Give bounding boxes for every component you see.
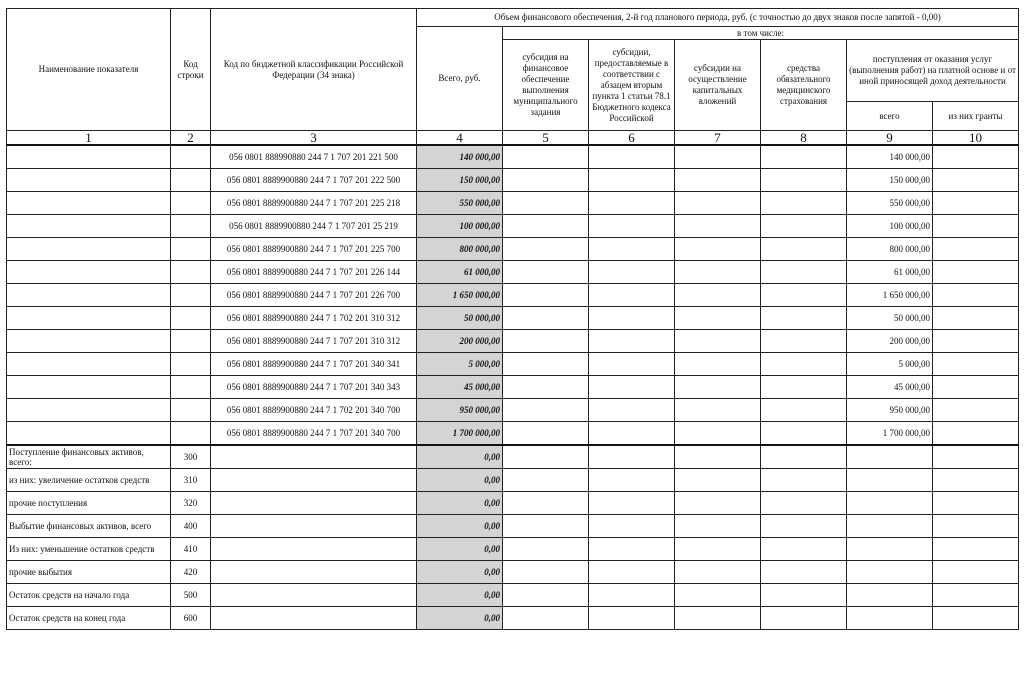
table-row	[7, 422, 1019, 446]
row-col8	[761, 422, 847, 446]
row-col6	[589, 538, 675, 561]
row-col9	[847, 607, 933, 630]
header-including: в том числе:	[503, 27, 1019, 40]
header-col6: субсидии, предоставляемые в соответствии с абзацем вторым пункта 1 статьи 78.1 Бюджетного кодекса Российской	[589, 40, 675, 131]
col-number: 9	[847, 131, 933, 146]
row-col7	[675, 307, 761, 330]
row-col7	[675, 515, 761, 538]
header-col8: средства обязательного медицинского страхования	[761, 40, 847, 131]
row-col6	[589, 584, 675, 607]
row-budget-code: 056 0801 8889900880 244 7 1 707 201 222 500	[211, 169, 417, 192]
row-col5	[503, 538, 589, 561]
row-name	[7, 145, 171, 169]
row-col8	[761, 469, 847, 492]
row-col5	[503, 492, 589, 515]
row-budget-code	[211, 538, 417, 561]
row-total: 950 000,00	[417, 399, 503, 422]
row-line-code	[171, 307, 211, 330]
row-col6	[589, 169, 675, 192]
row-col6	[589, 399, 675, 422]
table-row	[7, 515, 1019, 538]
row-line-code: 500	[171, 584, 211, 607]
row-name: прочие выбытия	[7, 561, 171, 584]
row-name: Выбытие финансовых активов, всего	[7, 515, 171, 538]
row-col8	[761, 192, 847, 215]
row-total: 150 000,00	[417, 169, 503, 192]
row-line-code	[171, 422, 211, 446]
row-col10	[933, 607, 1019, 630]
row-name	[7, 284, 171, 307]
row-col10	[933, 330, 1019, 353]
row-col10	[933, 353, 1019, 376]
row-budget-code	[211, 492, 417, 515]
row-total: 0,00	[417, 469, 503, 492]
row-col7	[675, 445, 761, 469]
row-col6	[589, 607, 675, 630]
table-row	[7, 538, 1019, 561]
row-col8	[761, 445, 847, 469]
row-col5	[503, 515, 589, 538]
row-total: 0,00	[417, 515, 503, 538]
table-row	[7, 561, 1019, 584]
header-col9-group: поступления от оказания услуг (выполнения работ) на платной основе и от иной приносящей доход деятельности	[847, 40, 1019, 102]
table-row	[7, 376, 1019, 399]
row-col5	[503, 261, 589, 284]
row-col8	[761, 238, 847, 261]
row-col10	[933, 284, 1019, 307]
row-budget-code: 056 0801 8889900880 244 7 1 707 201 310 312	[211, 330, 417, 353]
row-col5	[503, 422, 589, 446]
row-col10	[933, 169, 1019, 192]
row-budget-code: 056 0801 8889900880 244 7 1 707 201 226 700	[211, 284, 417, 307]
row-col8	[761, 261, 847, 284]
row-line-code	[171, 215, 211, 238]
table-row	[7, 353, 1019, 376]
row-budget-code: 056 0801 8889900880 244 7 1 707 201 25 219	[211, 215, 417, 238]
row-col7	[675, 353, 761, 376]
row-col10	[933, 584, 1019, 607]
row-col9	[847, 515, 933, 538]
row-col10	[933, 561, 1019, 584]
financial-table	[6, 8, 1019, 630]
row-name	[7, 422, 171, 446]
row-budget-code	[211, 561, 417, 584]
row-col9: 100 000,00	[847, 215, 933, 238]
row-col9: 1 700 000,00	[847, 422, 933, 446]
row-name	[7, 192, 171, 215]
row-col8	[761, 307, 847, 330]
header-line-code: Код строки	[171, 9, 211, 131]
row-budget-code: 056 0801 8889900880 244 7 1 702 201 340 700	[211, 399, 417, 422]
table-row	[7, 284, 1019, 307]
row-col10	[933, 145, 1019, 169]
row-name	[7, 238, 171, 261]
col-number: 10	[933, 131, 1019, 146]
row-total: 0,00	[417, 538, 503, 561]
row-col5	[503, 584, 589, 607]
row-budget-code	[211, 515, 417, 538]
row-total: 0,00	[417, 492, 503, 515]
row-col10	[933, 422, 1019, 446]
row-col9	[847, 584, 933, 607]
row-total: 61 000,00	[417, 261, 503, 284]
row-line-code: 310	[171, 469, 211, 492]
row-total: 200 000,00	[417, 330, 503, 353]
row-col7	[675, 238, 761, 261]
row-col7	[675, 607, 761, 630]
table-row	[7, 469, 1019, 492]
row-line-code	[171, 376, 211, 399]
row-budget-code	[211, 584, 417, 607]
row-budget-code: 056 0801 8889900880 244 7 1 707 201 340 700	[211, 422, 417, 446]
row-col7	[675, 584, 761, 607]
row-line-code	[171, 399, 211, 422]
table-row	[7, 330, 1019, 353]
row-col5	[503, 376, 589, 399]
row-budget-code: 056 0801 8889900880 244 7 1 707 201 225 700	[211, 238, 417, 261]
col-number: 8	[761, 131, 847, 146]
row-col8	[761, 169, 847, 192]
row-col7	[675, 261, 761, 284]
row-col9: 800 000,00	[847, 238, 933, 261]
row-line-code	[171, 145, 211, 169]
row-col7	[675, 192, 761, 215]
row-col10	[933, 376, 1019, 399]
row-name: Поступление финансовых активов, всего:	[7, 445, 171, 469]
row-col9	[847, 445, 933, 469]
table-row	[7, 492, 1019, 515]
row-col6	[589, 492, 675, 515]
col-number: 4	[417, 131, 503, 146]
header-total: Всего, руб.	[417, 27, 503, 131]
row-budget-code: 056 0801 8889900880 244 7 1 707 201 225 218	[211, 192, 417, 215]
row-col9: 1 650 000,00	[847, 284, 933, 307]
row-line-code: 300	[171, 445, 211, 469]
row-line-code: 400	[171, 515, 211, 538]
row-col10	[933, 399, 1019, 422]
row-name	[7, 399, 171, 422]
row-col6	[589, 215, 675, 238]
row-col9: 61 000,00	[847, 261, 933, 284]
row-col10	[933, 307, 1019, 330]
row-line-code	[171, 169, 211, 192]
row-col10	[933, 261, 1019, 284]
row-col8	[761, 584, 847, 607]
row-total: 0,00	[417, 445, 503, 469]
row-col7	[675, 284, 761, 307]
row-line-code	[171, 261, 211, 284]
row-col6	[589, 307, 675, 330]
row-col8	[761, 330, 847, 353]
row-col6	[589, 330, 675, 353]
table-body	[7, 145, 1019, 630]
row-col7	[675, 215, 761, 238]
row-col7	[675, 538, 761, 561]
row-total: 100 000,00	[417, 215, 503, 238]
row-name	[7, 261, 171, 284]
row-col10	[933, 445, 1019, 469]
row-col6	[589, 422, 675, 446]
row-total: 550 000,00	[417, 192, 503, 215]
row-name: из них: увеличение остатков средств	[7, 469, 171, 492]
row-col7	[675, 422, 761, 446]
row-col10	[933, 492, 1019, 515]
row-col10	[933, 192, 1019, 215]
col-number: 1	[7, 131, 171, 146]
row-col7	[675, 376, 761, 399]
row-budget-code	[211, 469, 417, 492]
row-col6	[589, 469, 675, 492]
col-number: 3	[211, 131, 417, 146]
row-col8	[761, 607, 847, 630]
row-name: Из них: уменьшение остатков средств	[7, 538, 171, 561]
row-col8	[761, 215, 847, 238]
row-line-code	[171, 353, 211, 376]
row-col5	[503, 145, 589, 169]
row-col7	[675, 469, 761, 492]
row-col8	[761, 353, 847, 376]
row-total: 0,00	[417, 561, 503, 584]
row-col9: 550 000,00	[847, 192, 933, 215]
row-name: Остаток средств на начало года	[7, 584, 171, 607]
row-col8	[761, 145, 847, 169]
row-col5	[503, 469, 589, 492]
row-total: 1 650 000,00	[417, 284, 503, 307]
row-total: 800 000,00	[417, 238, 503, 261]
row-col9	[847, 469, 933, 492]
row-budget-code	[211, 445, 417, 469]
row-col6	[589, 376, 675, 399]
header-col10: из них гранты	[933, 102, 1019, 131]
row-line-code: 600	[171, 607, 211, 630]
row-col9: 950 000,00	[847, 399, 933, 422]
table-row	[7, 607, 1019, 630]
row-total: 140 000,00	[417, 145, 503, 169]
col-number: 7	[675, 131, 761, 146]
row-col8	[761, 492, 847, 515]
row-col8	[761, 561, 847, 584]
row-col10	[933, 538, 1019, 561]
table-row	[7, 169, 1019, 192]
row-col7	[675, 330, 761, 353]
row-budget-code: 056 0801 8889900880 244 7 1 707 201 340 341	[211, 353, 417, 376]
row-col6	[589, 353, 675, 376]
header-col5: субсидия на финансовое обеспечение выполнения муниципального задания	[503, 40, 589, 131]
row-total: 45 000,00	[417, 376, 503, 399]
row-line-code	[171, 330, 211, 353]
row-col5	[503, 238, 589, 261]
row-col9	[847, 492, 933, 515]
header-col9: всего	[847, 102, 933, 131]
row-col7	[675, 492, 761, 515]
row-budget-code: 056 0801 8889900880 244 7 1 707 201 340 343	[211, 376, 417, 399]
row-col7	[675, 145, 761, 169]
col-number: 6	[589, 131, 675, 146]
row-col7	[675, 561, 761, 584]
row-col9	[847, 538, 933, 561]
row-col7	[675, 399, 761, 422]
row-col10	[933, 515, 1019, 538]
row-col9: 45 000,00	[847, 376, 933, 399]
row-col5	[503, 169, 589, 192]
row-col5	[503, 284, 589, 307]
row-budget-code: 056 0801 8889900880 244 7 1 707 201 226 144	[211, 261, 417, 284]
row-col9	[847, 561, 933, 584]
row-col8	[761, 284, 847, 307]
row-col6	[589, 192, 675, 215]
row-col9: 140 000,00	[847, 145, 933, 169]
col-number: 2	[171, 131, 211, 146]
row-line-code	[171, 284, 211, 307]
row-col5	[503, 192, 589, 215]
row-col5	[503, 445, 589, 469]
row-col6	[589, 145, 675, 169]
row-col10	[933, 238, 1019, 261]
row-name: Остаток средств на конец года	[7, 607, 171, 630]
row-name	[7, 330, 171, 353]
row-col5	[503, 307, 589, 330]
row-line-code	[171, 192, 211, 215]
table-row	[7, 238, 1019, 261]
row-total: 50 000,00	[417, 307, 503, 330]
row-budget-code: 056 0801 888990880 244 7 1 707 201 221 500	[211, 145, 417, 169]
row-line-code: 410	[171, 538, 211, 561]
row-col8	[761, 399, 847, 422]
row-total: 0,00	[417, 584, 503, 607]
table-row	[7, 261, 1019, 284]
row-col9: 50 000,00	[847, 307, 933, 330]
header-funding-group: Объем финансового обеспечения, 2-й год планового периода, руб. (с точностью до двух знаков после запятой - 0,00)	[417, 9, 1019, 27]
row-col5	[503, 399, 589, 422]
table-row	[7, 192, 1019, 215]
row-name	[7, 353, 171, 376]
row-name	[7, 215, 171, 238]
table-row	[7, 399, 1019, 422]
header-budget-code: Код по бюджетной классификации Российской Федерации (34 знака)	[211, 9, 417, 131]
row-line-code: 420	[171, 561, 211, 584]
row-col6	[589, 284, 675, 307]
row-col8	[761, 376, 847, 399]
row-budget-code: 056 0801 8889900880 244 7 1 702 201 310 312	[211, 307, 417, 330]
row-total: 1 700 000,00	[417, 422, 503, 446]
row-budget-code	[211, 607, 417, 630]
row-col6	[589, 238, 675, 261]
row-line-code	[171, 238, 211, 261]
row-col9: 5 000,00	[847, 353, 933, 376]
row-name: прочие поступления	[7, 492, 171, 515]
row-col5	[503, 215, 589, 238]
table-row	[7, 215, 1019, 238]
row-col7	[675, 169, 761, 192]
row-col9: 150 000,00	[847, 169, 933, 192]
row-col6	[589, 515, 675, 538]
table-row	[7, 584, 1019, 607]
row-col6	[589, 445, 675, 469]
row-total: 0,00	[417, 607, 503, 630]
row-col6	[589, 561, 675, 584]
row-total: 5 000,00	[417, 353, 503, 376]
row-col10	[933, 215, 1019, 238]
col-number: 5	[503, 131, 589, 146]
row-line-code: 320	[171, 492, 211, 515]
row-col5	[503, 561, 589, 584]
row-col6	[589, 261, 675, 284]
table-row	[7, 145, 1019, 169]
header-col7: субсидии на осуществление капитальных вложений	[675, 40, 761, 131]
row-col10	[933, 469, 1019, 492]
row-col9: 200 000,00	[847, 330, 933, 353]
table-row	[7, 307, 1019, 330]
row-col5	[503, 607, 589, 630]
row-name	[7, 169, 171, 192]
row-col8	[761, 538, 847, 561]
row-name	[7, 307, 171, 330]
table-row	[7, 445, 1019, 469]
row-name	[7, 376, 171, 399]
row-col5	[503, 353, 589, 376]
header-name: Наименование показателя	[7, 9, 171, 131]
row-col5	[503, 330, 589, 353]
row-col8	[761, 515, 847, 538]
